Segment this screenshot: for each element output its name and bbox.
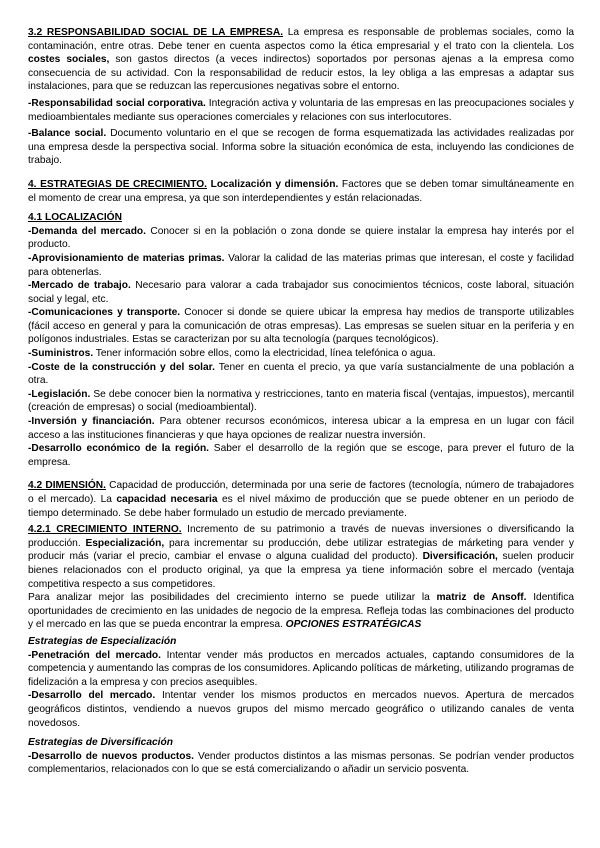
item-term: -Desarrollo de nuevos productos.	[28, 750, 195, 762]
item-text: Vender productos distintos a las mismas personas. Se podrían vender productos complementarios, relacionados con lo que se está comercializando o añadir un servicio posventa.	[28, 750, 574, 776]
section-4-2-1-paragraph: 4.2.1 CRECIMIENTO INTERNO. Incremento de su patrimonio a través de nuevas inversiones o diversificando la producción. Especialización, para incrementar su producción, debe utilizar estrategias de márketing para vender y producir más (variar el precio, cambiar el envase o alguna cualidad del producto). Diversificación, suelen producir bienes relacionados con el producto original, ya que la empresa ya tiene información sobre el mercado (ventaja competitiva respecto a sus competidores.	[28, 524, 574, 590]
list-item	[28, 442, 574, 469]
document-page	[28, 26, 574, 777]
item-term: -Desarrollo económico de la región.	[28, 443, 210, 455]
diversificacion-list	[28, 750, 574, 777]
list-item	[28, 347, 574, 361]
item-text: Conocer si donde se quiere ubicar la empresa hay medios de transporte utilizables (fácil acceso en general y para la comunicación de otras empresas). Las empresas se suelen situar en la periferia y en polígonos industriales. Estas se caracterizan por su alta tecnología (parques tecnológicos).	[28, 307, 574, 346]
balance-social-paragraph: -Balance social. Documento voluntario en el que se recogen de forma esquematizada las actividades realizadas por una empresa desde la perspectiva social. Informa sobre la situación económica de esta, incluyendo las condiciones de trabajo.	[28, 128, 574, 167]
item-term: -Comunicaciones y transporte.	[28, 307, 181, 319]
item-term: -Penetración del mercado.	[28, 649, 161, 661]
balance-social-term: -Balance social.	[28, 128, 107, 140]
section-4-heading: 4. ESTRATEGIAS DE CRECIMIENTO.	[28, 178, 208, 190]
item-text: Tener en cuenta el precio, ya que varía sustancialmente de una población a otra.	[28, 361, 574, 387]
item-term: -Legislación.	[28, 388, 91, 400]
list-item	[28, 750, 574, 777]
item-text: Tener información sobre ellos, como la electricidad, línea telefónica o agua.	[93, 348, 436, 360]
item-term: -Mercado de trabajo.	[28, 280, 131, 292]
section-4-paragraph: 4. ESTRATEGIAS DE CRECIMIENTO. Localización y dimensión. Factores que se deben tomar simultáneamente en el momento de crear una empresa, ya que son interdependientes y están relacionadas.	[28, 178, 575, 204]
item-term: -Desarrollo del mercado.	[28, 690, 156, 702]
item-term: -Demanda del mercado.	[28, 225, 146, 237]
item-term: -Inversión y financiación.	[28, 416, 155, 428]
list-item	[28, 279, 574, 306]
list-item	[28, 689, 574, 730]
list-item	[28, 361, 574, 388]
section-4-2-paragraph: 4.2 DIMENSIÓN. Capacidad de producción, determinada por una serie de factores (tecnología, número de trabajadores o el mercado). La capacidad necesaria es el nivel máximo de producción que se puede obtener en un periodo de tiempo determinado. Se debe haber formulado un estudio de mercado previamente.	[28, 480, 575, 519]
item-text: Para obtener recursos económicos, interesa ubicar a la empresa en un lugar con fácil acceso a las instituciones financieras y que haya opciones de realizar nuestra inversión.	[28, 416, 575, 441]
item-text: Saber el desarrollo de la región que se escoge, para prever el futuro de la empresa.	[28, 443, 574, 468]
list-item	[28, 415, 574, 442]
item-text: Intentar vender los mismos productos en mercados nuevos. Apertura de mercados geográficos distintos, vendiendo a nuevos grupos del mismo mercado geográfico o utilizando canales de venta novedosos.	[28, 690, 574, 729]
especializacion-list	[28, 649, 574, 731]
item-text: Intentar vender más productos en mercados actuales, captando consumidores de la competencia y aumentando las compras de los consumidores. Aplicando políticas de márketing, utilizando programas de fidelización a la empresa y con precios asequibles.	[28, 649, 574, 688]
list-item	[28, 388, 574, 415]
localizacion-list	[28, 225, 574, 470]
list-item	[28, 649, 574, 690]
section-4-2-1-heading: 4.2.1 CRECIMIENTO INTERNO.	[28, 524, 182, 536]
list-item	[28, 306, 574, 347]
item-term: -Coste de la construcción y del solar.	[28, 361, 215, 373]
item-text: Valorar la calidad de las materias primas que interesan, el coste y facilidad para obtenerlas.	[28, 252, 574, 278]
item-term: -Suministros.	[28, 348, 94, 360]
section-4-2-heading: 4.2 DIMENSIÓN.	[28, 480, 106, 492]
item-text: Se debe conocer bien la normativa y restricciones, tanto en materia fiscal (ventajas, impuestos), mercantil (creación de empresas) o social (medioambiental).	[28, 388, 574, 414]
section-4-1-heading: 4.1 LOCALIZACIÓN	[28, 212, 122, 224]
ansoff-paragraph: Para analizar mejor las posibilidades del crecimiento interno se puede utilizar la matriz de Ansoff. Identifica oportunidades de crecimiento en las unidades de negocio de la empresa. Refleja todas las combinaciones del producto y el mercado en las que se pueda encontrar la empresa. OPCIONES ESTRATÉGICAS	[28, 592, 574, 631]
diversificacion-title: Estrategias de Diversificación	[28, 737, 173, 749]
rsc-paragraph: -Responsabilidad social corporativa. Integración activa y voluntaria de las empresas en las preocupaciones sociales y medioambientales mediante sus operaciones comerciales y relaciones con sus interlocutores.	[28, 97, 574, 123]
item-text: Conocer si en la población o zona donde se quiere instalar la empresa hay interés por el producto.	[28, 225, 574, 251]
item-term: -Aprovisionamiento de materias primas.	[28, 252, 225, 264]
item-text: Necesario para valorar a cada trabajador sus conocimientos técnicos, coste laboral, situación social y legal, etc.	[28, 280, 574, 305]
rsc-term: -Responsabilidad social corporativa.	[28, 97, 206, 109]
section-3-2-paragraph: 3.2 RESPONSABILIDAD SOCIAL DE LA EMPRESA. La empresa es responsable de problemas sociales, como la contaminación, entre otras. Debe tener en cuenta aspectos como la ética empresarial y el trato con la clientela. Los costes sociales, son gastos directos (a veces indirectos) soportados por personas ajenas a la empresa como consecuencia de su actividad. Con la responsabilidad de reducir estos, la ley obliga a las empresas a adaptar sus instalaciones, para que se reduzcan las repercusiones negativas sobre el entorno.	[28, 27, 574, 93]
section-3-2-heading: 3.2 RESPONSABILIDAD SOCIAL DE LA EMPRESA.	[28, 27, 284, 38]
list-item	[28, 252, 574, 279]
especializacion-title: Estrategias de Especialización	[28, 635, 177, 647]
list-item	[28, 225, 574, 252]
